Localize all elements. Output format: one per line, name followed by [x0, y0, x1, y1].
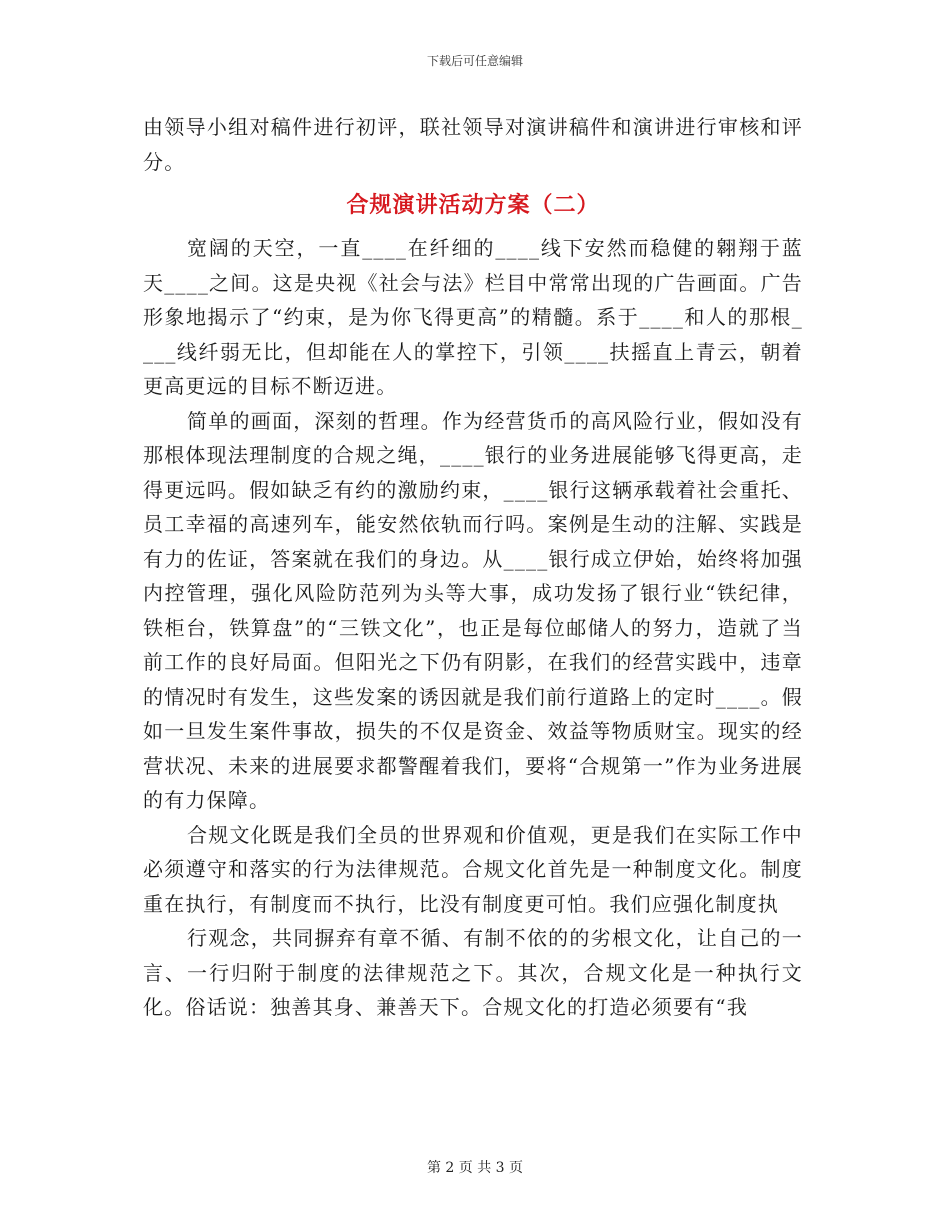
paragraph-1: 宽阔的天空，一直____在纤细的____线下安然而稳健的翱翔于蓝天____之间。这是央视《社会与法》栏目中常常出现的广告画面。广告形象地揭示了“约束，是为你飞得更高”的精髓。系于____和人的那根____线纤弱无比，但却能在人的掌控下，引领____扶摇直上青云，朝着更高更远的目标不断迈进。: [143, 236, 803, 398]
document-body: [143, 110, 803, 1025]
page-footer: 第 2 页 共 3 页: [426, 1160, 524, 1176]
page-header: 下载后可任意编辑: [426, 54, 523, 68]
paragraph-4: 行观念，共同摒弃有章不循、有制不依的的劣根文化，让自己的一言、一行归附于制度的法律规范之下。其次，合规文化是一种执行文化。俗话说：独善其身、兼善天下。合规文化的打造必须要有“我: [143, 926, 803, 1019]
intro-paragraph: 由领导小组对稿件进行初评，联社领导对演讲稿件和演讲进行审核和评分。: [143, 115, 803, 174]
paragraph-2: 简单的画面，深刻的哲理。作为经营货币的高风险行业，假如没有那根体现法理制度的合规之绳，____银行的业务进展能够飞得更高，走得更远吗。假如缺乏有约的激励约束，____银行这辆承载着社会重托、员工幸福的高速列车，能安然依轨而行吗。案例是生动的注解、实践是有力的佐证，答案就在我们的身边。从____银行成立伊始，始终将加强内控管理，强化风险防范列为头等大事，成功发扬了银行业“铁纪律，铁柜台，铁算盘”的“三铁文化”，也正是每位邮储人的努力，造就了当前工作的良好局面。但阳光之下仍有阴影，在我们的经营实践中，违章的情况时有发生，这些发案的诱因就是我们前行道路上的定时____。假如一旦发生案件事故，损失的不仅是资金、效益等物质财宝。现实的经营状况、未来的进展要求都警醒着我们，要将“合规第一”作为业务进展的有力保障。: [143, 408, 803, 812]
section-title: 合规演讲活动方案（二）: [346, 192, 600, 218]
paragraph-3: 合规文化既是我们全员的世界观和价值观，更是我们在实际工作中必须遵守和落实的行为法律规范。合规文化首先是一种制度文化。制度重在执行，有制度而不执行，比没有制度更可怕。我们应强化制度执: [143, 822, 803, 916]
